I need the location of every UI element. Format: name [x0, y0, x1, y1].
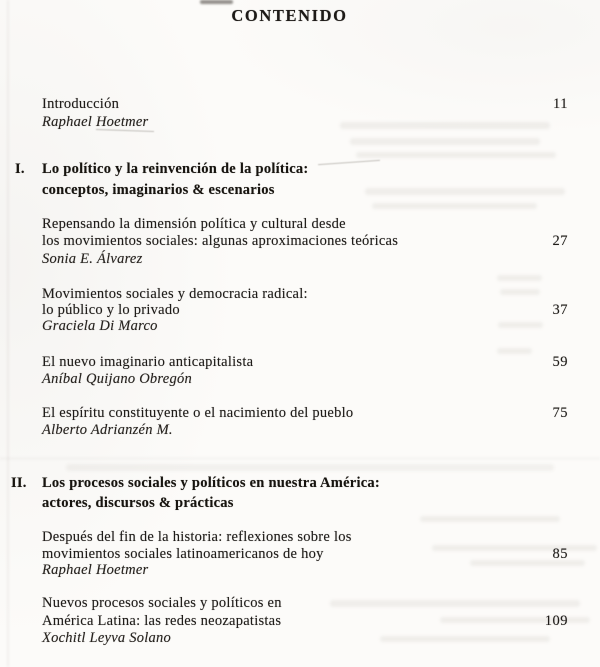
toc-entry-title: El espíritu constituyente o el nacimiento del pueblo	[42, 405, 354, 421]
toc-page-number: 75	[552, 405, 568, 421]
toc-page-number: 37	[552, 302, 568, 318]
scan-scratch	[318, 160, 380, 165]
toc-entry-title-line2: los movimientos sociales: algunas aproximaciones teóricas	[42, 233, 399, 249]
toc-page-number: 11	[553, 96, 568, 112]
toc-section-heading	[11, 475, 380, 491]
toc-author: Raphael Hoetmer	[42, 562, 149, 578]
scan-ghost-text	[500, 289, 540, 295]
toc-author: Xochitl Leyva Solano	[42, 630, 172, 646]
toc-author: Graciela Di Marco	[42, 318, 158, 334]
section-numeral: II.	[11, 475, 27, 491]
toc-entry-title: El nuevo imaginario anticapitalista	[42, 354, 254, 370]
scan-ghost-text	[330, 600, 580, 607]
scan-ghost-text	[432, 545, 597, 551]
scan-fold-line	[7, 0, 9, 667]
toc-page-number: 59	[552, 354, 568, 370]
section-heading-line: Los procesos sociales y políticos en nuestra América:	[42, 475, 380, 491]
scan-ghost-text	[66, 464, 554, 471]
toc-entry-title: Introducción	[42, 96, 120, 112]
toc-entry-title-line2: lo público y lo privado	[42, 302, 180, 318]
toc-entry-title-line2: América Latina: las redes neozapatistas	[42, 613, 282, 629]
scan-ghost-text	[380, 636, 550, 642]
scan-smudge	[200, 0, 233, 4]
scan-ghost-text	[497, 348, 532, 354]
scan-band	[0, 457, 600, 460]
toc-entry-title: Movimientos sociales y democracia radical:	[42, 286, 308, 302]
toc-section-heading-line2: actores, discursos & prácticas	[42, 495, 234, 511]
page-title: CONTENIDO	[231, 6, 348, 25]
scan-ghost-text	[350, 138, 540, 145]
toc-page-number: 27	[552, 233, 568, 249]
scan-ghost-text	[372, 203, 537, 209]
toc-author: Raphael Hoetmer	[42, 114, 149, 130]
toc-entry-title: Después del fin de la historia: reflexiones sobre los	[42, 529, 352, 545]
section-numeral: I.	[15, 161, 25, 177]
toc-author: Sonia E. Álvarez	[42, 251, 143, 267]
toc-section-heading-line2: conceptos, imaginarios & escenarios	[42, 182, 275, 198]
section-heading-line: Lo político y la reinvención de la política:	[42, 161, 309, 177]
scan-ghost-text	[365, 188, 565, 195]
scan-ghost-text	[497, 275, 542, 281]
toc-entry-title-line2: movimientos sociales latinoamericanos de hoy	[42, 546, 324, 562]
scan-ghost-text	[356, 152, 556, 158]
toc-page-number: 109	[544, 613, 568, 629]
toc-entry-title: Repensando la dimensión política y cultural desde	[42, 216, 346, 232]
scan-ghost-text	[420, 516, 560, 522]
toc-author: Alberto Adrianzén M.	[42, 422, 173, 438]
toc-entry-title: Nuevos procesos sociales y políticos en	[42, 595, 282, 611]
toc-page-number: 85	[552, 546, 568, 562]
scan-ghost-text	[340, 122, 550, 129]
toc-section-heading	[15, 161, 309, 177]
scan-ghost-text	[498, 322, 543, 328]
toc-author: Aníbal Quijano Obregón	[42, 371, 192, 387]
